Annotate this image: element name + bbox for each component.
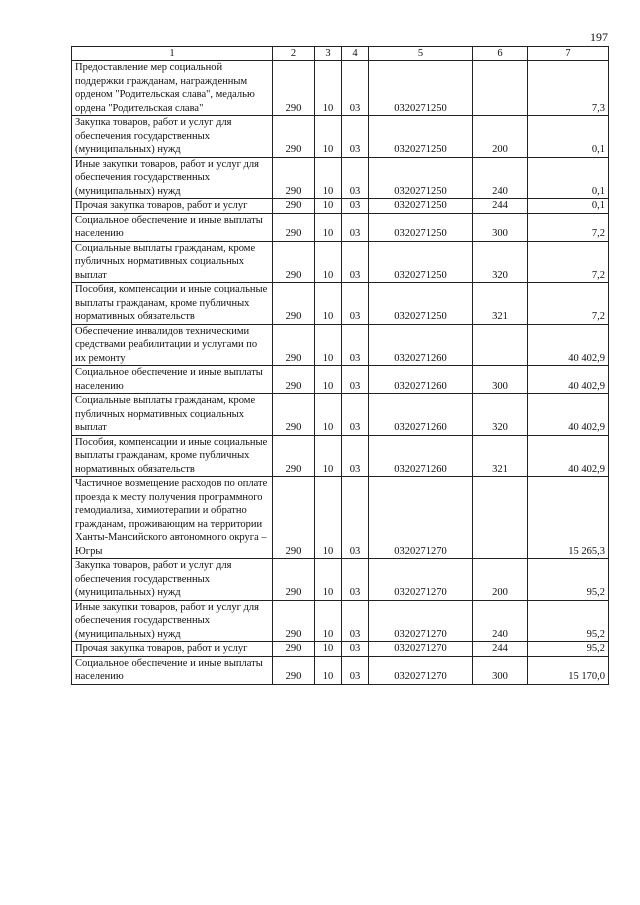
header-col-4: 4 (342, 47, 369, 61)
row-expense-type-cell: 300 (473, 366, 528, 394)
row-grbs-cell: 290 (273, 324, 315, 366)
row-grbs-cell: 290 (273, 241, 315, 283)
row-amount-cell: 15 265,3 (528, 477, 609, 559)
row-amount-cell: 40 402,9 (528, 366, 609, 394)
table-row (72, 642, 609, 657)
row-target-article-cell: 0320271250 (369, 283, 473, 325)
row-amount-cell: 40 402,9 (528, 324, 609, 366)
row-name-cell: Пособия, компенсации и иные социальные выплаты гражданам, кроме публичных нормативных обязательств (72, 283, 273, 325)
row-subsection-cell: 03 (342, 394, 369, 436)
row-name-cell: Иные закупки товаров, работ и услуг для обеспечения государственных (муниципальных) нужд (72, 600, 273, 642)
table-row (72, 324, 609, 366)
row-subsection-cell: 03 (342, 157, 369, 199)
table-row (72, 157, 609, 199)
row-expense-type-cell (473, 61, 528, 116)
row-name-cell: Пособия, компенсации и иные социальные выплаты гражданам, кроме публичных нормативных обязательств (72, 435, 273, 477)
row-section-cell: 10 (315, 157, 342, 199)
budget-table (71, 46, 609, 685)
row-grbs-cell: 290 (273, 366, 315, 394)
row-target-article-cell: 0320271250 (369, 199, 473, 214)
table-row (72, 61, 609, 116)
row-name-cell: Обеспечение инвалидов техническими средствами реабилитации и услугами по их ремонту (72, 324, 273, 366)
row-section-cell: 10 (315, 656, 342, 684)
row-section-cell: 10 (315, 324, 342, 366)
header-col-7: 7 (528, 47, 609, 61)
row-expense-type-cell: 244 (473, 199, 528, 214)
row-grbs-cell: 290 (273, 116, 315, 158)
row-amount-cell: 95,2 (528, 559, 609, 601)
row-target-article-cell: 0320271270 (369, 600, 473, 642)
row-amount-cell: 0,1 (528, 199, 609, 214)
row-expense-type-cell: 200 (473, 116, 528, 158)
row-target-article-cell: 0320271250 (369, 116, 473, 158)
row-expense-type-cell: 320 (473, 241, 528, 283)
row-subsection-cell: 03 (342, 324, 369, 366)
row-name-cell: Социальное обеспечение и иные выплаты населению (72, 656, 273, 684)
row-section-cell: 10 (315, 213, 342, 241)
table-row (72, 656, 609, 684)
row-subsection-cell: 03 (342, 199, 369, 214)
header-col-6: 6 (473, 47, 528, 61)
row-target-article-cell: 0320271270 (369, 656, 473, 684)
row-expense-type-cell (473, 477, 528, 559)
row-name-cell: Частичное возмещение расходов по оплате проезда к месту получения программного гемодиализа, химиотерапии и обратно гражданам, проживающим на территории Ханты-Мансийского автономного округа – Югры (72, 477, 273, 559)
row-expense-type-cell: 240 (473, 600, 528, 642)
row-target-article-cell: 0320271250 (369, 241, 473, 283)
header-col-1: 1 (72, 47, 273, 61)
row-expense-type-cell (473, 324, 528, 366)
row-section-cell: 10 (315, 642, 342, 657)
row-amount-cell: 7,2 (528, 283, 609, 325)
row-expense-type-cell: 300 (473, 213, 528, 241)
row-name-cell: Предоставление мер социальной поддержки гражданам, награжденным орденом "Родительская слава", медалью ордена "Родительская слава" (72, 61, 273, 116)
row-grbs-cell: 290 (273, 600, 315, 642)
row-expense-type-cell: 300 (473, 656, 528, 684)
row-subsection-cell: 03 (342, 600, 369, 642)
row-grbs-cell: 290 (273, 656, 315, 684)
row-grbs-cell: 290 (273, 283, 315, 325)
row-target-article-cell: 0320271270 (369, 642, 473, 657)
row-expense-type-cell: 200 (473, 559, 528, 601)
row-grbs-cell: 290 (273, 61, 315, 116)
row-target-article-cell: 0320271250 (369, 213, 473, 241)
row-name-cell: Социальные выплаты гражданам, кроме публичных нормативных социальных выплат (72, 241, 273, 283)
table-row (72, 366, 609, 394)
row-expense-type-cell: 240 (473, 157, 528, 199)
table-row (72, 435, 609, 477)
table-row (72, 213, 609, 241)
row-amount-cell: 95,2 (528, 642, 609, 657)
row-section-cell: 10 (315, 394, 342, 436)
row-target-article-cell: 0320271250 (369, 61, 473, 116)
row-name-cell: Закупка товаров, работ и услуг для обеспечения государственных (муниципальных) нужд (72, 559, 273, 601)
row-grbs-cell: 290 (273, 394, 315, 436)
row-grbs-cell: 290 (273, 157, 315, 199)
row-target-article-cell: 0320271260 (369, 435, 473, 477)
row-section-cell: 10 (315, 116, 342, 158)
row-section-cell: 10 (315, 477, 342, 559)
row-subsection-cell: 03 (342, 559, 369, 601)
row-subsection-cell: 03 (342, 656, 369, 684)
row-subsection-cell: 03 (342, 366, 369, 394)
table-row (72, 600, 609, 642)
row-subsection-cell: 03 (342, 116, 369, 158)
row-grbs-cell: 290 (273, 435, 315, 477)
row-section-cell: 10 (315, 435, 342, 477)
row-section-cell: 10 (315, 283, 342, 325)
row-name-cell: Прочая закупка товаров, работ и услуг (72, 642, 273, 657)
row-name-cell: Социальное обеспечение и иные выплаты населению (72, 366, 273, 394)
row-target-article-cell: 0320271270 (369, 477, 473, 559)
row-expense-type-cell: 321 (473, 283, 528, 325)
row-target-article-cell: 0320271260 (369, 366, 473, 394)
row-subsection-cell: 03 (342, 241, 369, 283)
row-amount-cell: 7,2 (528, 241, 609, 283)
row-section-cell: 10 (315, 241, 342, 283)
table-row (72, 116, 609, 158)
row-expense-type-cell: 320 (473, 394, 528, 436)
row-name-cell: Прочая закупка товаров, работ и услуг (72, 199, 273, 214)
row-target-article-cell: 0320271260 (369, 324, 473, 366)
header-col-3: 3 (315, 47, 342, 61)
row-subsection-cell: 03 (342, 61, 369, 116)
table-row (72, 559, 609, 601)
row-section-cell: 10 (315, 199, 342, 214)
row-grbs-cell: 290 (273, 213, 315, 241)
row-section-cell: 10 (315, 366, 342, 394)
row-name-cell: Социальные выплаты гражданам, кроме публичных нормативных социальных выплат (72, 394, 273, 436)
header-row (72, 47, 609, 61)
row-expense-type-cell: 244 (473, 642, 528, 657)
row-amount-cell: 40 402,9 (528, 394, 609, 436)
row-name-cell: Иные закупки товаров, работ и услуг для обеспечения государственных (муниципальных) нужд (72, 157, 273, 199)
header-col-5: 5 (369, 47, 473, 61)
table-row (72, 477, 609, 559)
row-subsection-cell: 03 (342, 435, 369, 477)
row-amount-cell: 0,1 (528, 116, 609, 158)
row-grbs-cell: 290 (273, 559, 315, 601)
row-grbs-cell: 290 (273, 477, 315, 559)
row-name-cell: Социальное обеспечение и иные выплаты населению (72, 213, 273, 241)
row-target-article-cell: 0320271270 (369, 559, 473, 601)
row-amount-cell: 7,2 (528, 213, 609, 241)
header-col-2: 2 (273, 47, 315, 61)
row-amount-cell: 0,1 (528, 157, 609, 199)
row-amount-cell: 15 170,0 (528, 656, 609, 684)
row-subsection-cell: 03 (342, 642, 369, 657)
row-subsection-cell: 03 (342, 477, 369, 559)
table-row (72, 394, 609, 436)
row-expense-type-cell: 321 (473, 435, 528, 477)
row-amount-cell: 40 402,9 (528, 435, 609, 477)
table-row (72, 199, 609, 214)
row-section-cell: 10 (315, 600, 342, 642)
row-section-cell: 10 (315, 559, 342, 601)
row-grbs-cell: 290 (273, 642, 315, 657)
page-number: 197 (590, 30, 608, 44)
row-amount-cell: 95,2 (528, 600, 609, 642)
row-target-article-cell: 0320271250 (369, 157, 473, 199)
table-row (72, 283, 609, 325)
table-row (72, 241, 609, 283)
row-subsection-cell: 03 (342, 283, 369, 325)
row-name-cell: Закупка товаров, работ и услуг для обеспечения государственных (муниципальных) нужд (72, 116, 273, 158)
row-grbs-cell: 290 (273, 199, 315, 214)
row-subsection-cell: 03 (342, 213, 369, 241)
row-section-cell: 10 (315, 61, 342, 116)
row-amount-cell: 7,3 (528, 61, 609, 116)
row-target-article-cell: 0320271260 (369, 394, 473, 436)
